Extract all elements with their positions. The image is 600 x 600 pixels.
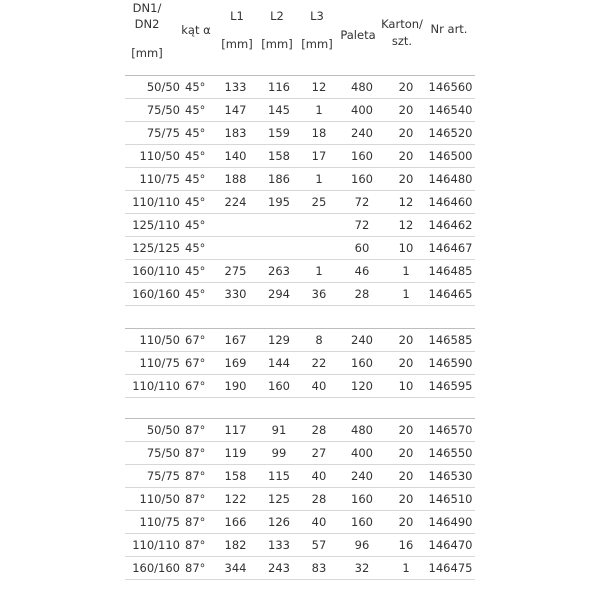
cell-nr-art: 146540: [428, 103, 473, 117]
cell-paleta: 160: [351, 172, 373, 186]
cell-l3: 36: [311, 287, 327, 301]
cell-nr-art: 146475: [428, 561, 473, 575]
cell-l3: 25: [311, 195, 327, 209]
cell-l2: 125: [268, 492, 290, 506]
cell-l3: 27: [311, 446, 327, 460]
cell-karton: 20: [398, 80, 414, 94]
cell-dn: 75/50: [146, 446, 180, 460]
table-row: [125, 214, 475, 237]
table-row: [125, 375, 475, 398]
cell-l3: 22: [311, 356, 327, 370]
cell-l1: 122: [224, 492, 247, 506]
cell-l2: 91: [271, 423, 287, 437]
table-row: [125, 237, 475, 260]
table-row: [125, 260, 475, 283]
table-row: [125, 168, 475, 191]
cell-l3: 40: [311, 469, 327, 483]
cell-l1: 275: [224, 264, 247, 278]
cell-l3: 17: [311, 149, 327, 163]
cell-dn: 125/110: [132, 218, 180, 232]
cell-l2: 294: [268, 287, 290, 301]
header-l1: L1: [230, 9, 244, 23]
header-dn-unit: [mm]: [131, 46, 163, 60]
cell-l3: 28: [311, 423, 327, 437]
cell-l1: 182: [224, 538, 247, 552]
cell-angle: 45°: [185, 241, 206, 255]
cell-l3: 8: [315, 333, 323, 347]
table-header: [125, 0, 475, 76]
cell-l2: 159: [268, 126, 290, 140]
cell-dn: 125/125: [132, 241, 180, 255]
table-body: [125, 76, 475, 580]
cell-l3: 40: [311, 515, 327, 529]
cell-angle: 87°: [185, 492, 206, 506]
cell-karton: 10: [398, 241, 414, 255]
cell-paleta: 72: [354, 218, 370, 232]
cell-karton: 20: [398, 172, 414, 186]
table-row: [125, 122, 475, 145]
cell-l1: 140: [224, 149, 247, 163]
group-separator: [125, 306, 475, 329]
table-row: [125, 191, 475, 214]
cell-l1: 158: [224, 469, 247, 483]
cell-karton: 20: [398, 149, 414, 163]
cell-l1: 183: [224, 126, 247, 140]
cell-paleta: 160: [351, 356, 373, 370]
cell-karton: 1: [402, 287, 410, 301]
cell-l2: 263: [268, 264, 290, 278]
group-separator: [125, 398, 475, 419]
cell-nr-art: 146570: [428, 423, 473, 437]
cell-l1: 133: [224, 80, 247, 94]
cell-nr-art: 146485: [428, 264, 473, 278]
cell-l3: 1: [315, 103, 323, 117]
cell-dn: 50/50: [146, 423, 180, 437]
table-row: [125, 283, 475, 306]
cell-paleta: 32: [354, 561, 370, 575]
header-l3-unit: [mm]: [301, 37, 333, 51]
cell-l1: 330: [224, 287, 247, 301]
cell-nr-art: 146585: [428, 333, 473, 347]
cell-paleta: 480: [351, 423, 373, 437]
table-row: [125, 99, 475, 122]
cell-dn: 110/75: [139, 172, 180, 186]
table-row: [125, 145, 475, 168]
cell-angle: 45°: [185, 172, 206, 186]
cell-dn: 160/160: [132, 287, 180, 301]
cell-angle: 67°: [185, 356, 206, 370]
cell-nr-art: 146470: [428, 538, 473, 552]
cell-angle: 87°: [185, 469, 206, 483]
cell-dn: 110/50: [139, 492, 180, 506]
cell-dn: 110/110: [132, 538, 180, 552]
table-row: [125, 329, 475, 352]
cell-karton: 20: [398, 469, 414, 483]
cell-nr-art: 146480: [428, 172, 473, 186]
cell-angle: 87°: [185, 515, 206, 529]
cell-karton: 20: [398, 356, 414, 370]
cell-l3: 1: [315, 264, 323, 278]
cell-l3: 1: [315, 172, 323, 186]
header-l2-unit: [mm]: [261, 37, 293, 51]
cell-l2: 186: [268, 172, 290, 186]
cell-paleta: 160: [351, 149, 373, 163]
cell-dn: 160/160: [132, 561, 180, 575]
cell-angle: 45°: [185, 195, 206, 209]
cell-nr-art: 146590: [428, 356, 473, 370]
cell-l2: 144: [268, 356, 290, 370]
cell-dn: 110/75: [139, 515, 180, 529]
cell-karton: 20: [398, 515, 414, 529]
cell-nr-art: 146520: [428, 126, 473, 140]
cell-paleta: 240: [351, 126, 373, 140]
cell-l1: [213, 237, 258, 259]
cell-karton: 20: [398, 333, 414, 347]
header-karton-line2: szt.: [391, 34, 413, 48]
cell-l2: 158: [268, 149, 290, 163]
cell-l1: 147: [224, 103, 247, 117]
cell-angle: 87°: [185, 538, 206, 552]
cell-karton: 10: [398, 379, 414, 393]
cell-l1: 190: [224, 379, 247, 393]
cell-karton: 1: [402, 264, 410, 278]
cell-paleta: 160: [351, 492, 373, 506]
cell-nr-art: 146460: [428, 195, 473, 209]
cell-angle: 67°: [185, 379, 206, 393]
cell-angle: 87°: [185, 446, 206, 460]
cell-karton: 16: [398, 538, 414, 552]
cell-dn: 110/50: [139, 149, 180, 163]
cell-karton: 20: [398, 446, 414, 460]
cell-angle: 45°: [185, 149, 206, 163]
cell-karton: 12: [398, 195, 414, 209]
cell-nr-art: 146530: [428, 469, 473, 483]
cell-angle: 45°: [185, 103, 206, 117]
cell-dn: 75/75: [146, 469, 180, 483]
cell-nr-art: 146510: [428, 492, 473, 506]
cell-l2: 243: [268, 561, 290, 575]
cell-dn: 110/110: [132, 379, 180, 393]
cell-paleta: 240: [351, 469, 373, 483]
cell-paleta: 46: [354, 264, 370, 278]
cell-nr-art: 146560: [428, 80, 473, 94]
cell-l1: 166: [224, 515, 247, 529]
cell-paleta: 400: [351, 103, 373, 117]
cell-paleta: 60: [354, 241, 370, 255]
cell-l2: 133: [268, 538, 290, 552]
cell-nr-art: 146500: [428, 149, 473, 163]
cell-nr-art: 146467: [428, 241, 473, 255]
cell-karton: 20: [398, 126, 414, 140]
cell-nr-art: 146595: [428, 379, 473, 393]
cell-l2: 126: [268, 515, 290, 529]
cell-nr-art: 146462: [428, 218, 473, 232]
cell-l3: 12: [311, 80, 327, 94]
cell-l2: 116: [268, 80, 290, 94]
cell-angle: 45°: [185, 126, 206, 140]
table-row: [125, 419, 475, 442]
cell-paleta: 240: [351, 333, 373, 347]
cell-l2: [258, 237, 300, 259]
cell-karton: 20: [398, 103, 414, 117]
cell-dn: 110/110: [132, 195, 180, 209]
cell-l3: 83: [311, 561, 327, 575]
cell-angle: 45°: [185, 80, 206, 94]
header-paleta: Paleta: [340, 28, 376, 42]
cell-l1: 344: [224, 561, 247, 575]
header-l2: L2: [270, 9, 284, 23]
table-row: [125, 534, 475, 557]
header-angle: kąt α: [181, 23, 211, 37]
cell-paleta: 96: [354, 538, 370, 552]
table-row: [125, 442, 475, 465]
cell-l1: 169: [224, 356, 247, 370]
cell-l3: 28: [311, 492, 327, 506]
cell-l3: [300, 214, 338, 236]
cell-l2: [258, 214, 300, 236]
cell-paleta: 480: [351, 80, 373, 94]
cell-paleta: 72: [354, 195, 370, 209]
cell-l1: [213, 214, 258, 236]
table-row: [125, 352, 475, 375]
header-karton-line1: Karton/: [381, 17, 423, 31]
cell-l2: 145: [268, 103, 290, 117]
cell-angle: 45°: [185, 287, 206, 301]
cell-l3: [300, 237, 338, 259]
cell-l2: 195: [268, 195, 290, 209]
cell-karton: 12: [398, 218, 414, 232]
table-row: [125, 557, 475, 580]
product-spec-table: [125, 0, 475, 580]
cell-l2: 160: [268, 379, 290, 393]
cell-l2: 115: [268, 469, 290, 483]
cell-angle: 87°: [185, 561, 206, 575]
cell-karton: 20: [398, 423, 414, 437]
cell-dn: 50/50: [146, 80, 180, 94]
cell-paleta: 400: [351, 446, 373, 460]
table-row: [125, 76, 475, 99]
cell-l3: 18: [311, 126, 327, 140]
cell-l1: 117: [224, 423, 247, 437]
cell-nr-art: 146465: [428, 287, 473, 301]
cell-karton: 1: [402, 561, 410, 575]
header-dn-line2: DN2: [134, 17, 160, 31]
cell-nr-art: 146550: [428, 446, 473, 460]
cell-dn: 75/50: [146, 103, 180, 117]
cell-dn: 160/110: [132, 264, 180, 278]
cell-l1: 167: [224, 333, 247, 347]
header-nr-art: Nr art.: [430, 22, 468, 36]
table-row: [125, 511, 475, 534]
cell-l2: 129: [268, 333, 290, 347]
cell-nr-art: 146490: [428, 515, 473, 529]
cell-paleta: 120: [351, 379, 373, 393]
table-row: [125, 488, 475, 511]
header-dn-line1: DN1/: [132, 1, 162, 15]
cell-angle: 87°: [185, 423, 206, 437]
cell-l3: 57: [311, 538, 327, 552]
table-row: [125, 465, 475, 488]
cell-l1: 224: [224, 195, 247, 209]
cell-l1: 188: [224, 172, 247, 186]
cell-angle: 45°: [185, 218, 206, 232]
cell-karton: 20: [398, 492, 414, 506]
cell-paleta: 28: [354, 287, 370, 301]
cell-l2: 99: [271, 446, 287, 460]
cell-l1: 119: [224, 446, 247, 460]
cell-l3: 40: [311, 379, 327, 393]
header-l3: L3: [310, 9, 324, 23]
cell-angle: 45°: [185, 264, 206, 278]
cell-dn: 110/50: [139, 333, 180, 347]
cell-dn: 110/75: [139, 356, 180, 370]
cell-dn: 75/75: [146, 126, 180, 140]
cell-angle: 67°: [185, 333, 206, 347]
cell-paleta: 160: [351, 515, 373, 529]
header-l1-unit: [mm]: [221, 37, 253, 51]
